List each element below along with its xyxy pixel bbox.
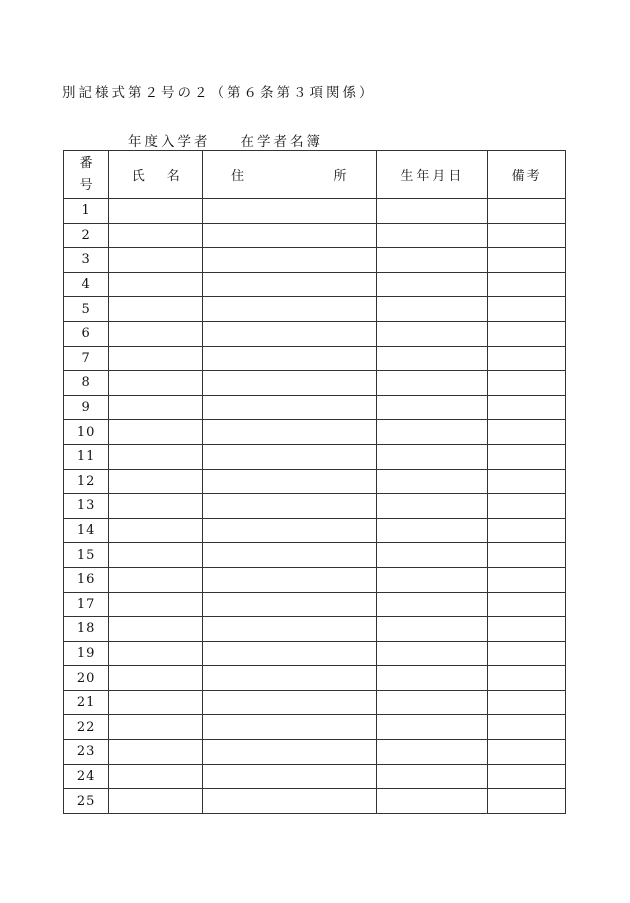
table-row [64,395,566,420]
remarks-cell[interactable] [488,543,566,568]
table-row [64,469,566,494]
row-number: 5 [64,297,109,322]
table-row [64,641,566,666]
birthdate-cell[interactable] [377,199,488,224]
row-number: 14 [64,518,109,543]
table-body [64,199,566,814]
remarks-cell[interactable] [488,567,566,592]
name-cell[interactable] [109,543,203,568]
birthdate-cell[interactable] [377,395,488,420]
row-number: 11 [64,444,109,469]
birthdate-cell[interactable] [377,444,488,469]
row-number: 3 [64,248,109,273]
table-row [64,764,566,789]
table-row [64,494,566,519]
header-number [64,151,109,199]
row-number: 18 [64,617,109,642]
address-cell[interactable] [203,469,377,494]
row-number: 6 [64,321,109,346]
birthdate-cell[interactable] [377,592,488,617]
address-cell[interactable] [203,494,377,519]
name-cell[interactable] [109,715,203,740]
remarks-cell[interactable] [488,494,566,519]
table-row [64,592,566,617]
row-number: 8 [64,371,109,396]
name-cell[interactable] [109,272,203,297]
table-row [64,666,566,691]
name-cell[interactable] [109,518,203,543]
address-cell[interactable] [203,272,377,297]
address-cell[interactable] [203,690,377,715]
remarks-cell[interactable] [488,395,566,420]
birthdate-cell[interactable] [377,223,488,248]
name-cell[interactable] [109,321,203,346]
remarks-cell[interactable] [488,272,566,297]
address-cell[interactable] [203,617,377,642]
table-row [64,715,566,740]
address-cell[interactable] [203,297,377,322]
name-cell[interactable] [109,395,203,420]
name-cell[interactable] [109,444,203,469]
row-number: 25 [64,789,109,814]
address-cell[interactable] [203,321,377,346]
row-number: 16 [64,567,109,592]
birthdate-cell[interactable] [377,321,488,346]
remarks-cell[interactable] [488,764,566,789]
birthdate-cell[interactable] [377,420,488,445]
remarks-cell[interactable] [488,617,566,642]
birthdate-cell[interactable] [377,567,488,592]
address-cell[interactable] [203,371,377,396]
title-student-roster: 在学者名簿 [240,134,323,150]
row-number: 17 [64,592,109,617]
row-number: 2 [64,223,109,248]
remarks-cell[interactable] [488,469,566,494]
address-cell[interactable] [203,592,377,617]
row-number: 20 [64,666,109,691]
remarks-cell[interactable] [488,444,566,469]
address-cell[interactable] [203,395,377,420]
row-number: 13 [64,494,109,519]
row-number: 7 [64,346,109,371]
birthdate-cell[interactable] [377,740,488,765]
remarks-cell[interactable] [488,371,566,396]
name-cell[interactable] [109,420,203,445]
address-cell[interactable] [203,543,377,568]
name-cell[interactable] [109,617,203,642]
remarks-cell[interactable] [488,518,566,543]
birthdate-cell[interactable] [377,764,488,789]
student-roster-table [63,150,566,814]
name-cell[interactable] [109,740,203,765]
name-cell[interactable] [109,199,203,224]
birthdate-cell[interactable] [377,641,488,666]
header-number-top: 番 [79,155,93,171]
birthdate-cell[interactable] [377,297,488,322]
name-cell[interactable] [109,789,203,814]
table-row [64,272,566,297]
name-cell[interactable] [109,371,203,396]
birthdate-cell[interactable] [377,469,488,494]
remarks-cell[interactable] [488,715,566,740]
address-cell[interactable] [203,789,377,814]
form-caption: 別記様式第２号の２（第６条第３項関係） [62,85,376,101]
birthdate-cell[interactable] [377,789,488,814]
table-header-row [64,151,566,199]
header-address-second: 所 [333,169,347,184]
address-cell[interactable] [203,420,377,445]
table-row [64,199,566,224]
birthdate-cell[interactable] [377,690,488,715]
remarks-cell[interactable] [488,740,566,765]
address-cell[interactable] [203,641,377,666]
birthdate-cell[interactable] [377,494,488,519]
remarks-cell[interactable] [488,420,566,445]
table-row [64,371,566,396]
name-cell[interactable] [109,346,203,371]
address-cell[interactable] [203,518,377,543]
header-address [203,151,377,199]
table-row [64,740,566,765]
name-cell[interactable] [109,494,203,519]
remarks-cell[interactable] [488,297,566,322]
row-number: 9 [64,395,109,420]
name-cell[interactable] [109,764,203,789]
birthdate-cell[interactable] [377,346,488,371]
table-row [64,567,566,592]
remarks-cell[interactable] [488,641,566,666]
row-number: 22 [64,715,109,740]
table-row [64,223,566,248]
remarks-cell[interactable] [488,789,566,814]
birthdate-cell[interactable] [377,543,488,568]
name-cell[interactable] [109,666,203,691]
name-cell[interactable] [109,592,203,617]
remarks-cell[interactable] [488,666,566,691]
birthdate-cell[interactable] [377,715,488,740]
header-name [109,151,203,199]
name-cell[interactable] [109,567,203,592]
remarks-cell[interactable] [488,248,566,273]
row-number: 15 [64,543,109,568]
name-cell[interactable] [109,297,203,322]
birthdate-cell[interactable] [377,666,488,691]
address-cell[interactable] [203,199,377,224]
table-row [64,248,566,273]
address-cell[interactable] [203,715,377,740]
header-remarks: 備考 [488,151,566,199]
birthdate-cell[interactable] [377,518,488,543]
header-address-first: 住 [231,169,245,184]
birthdate-cell[interactable] [377,272,488,297]
birthdate-cell[interactable] [377,371,488,396]
header-name-first: 氏 [131,169,145,184]
header-number-bottom: 号 [79,177,93,193]
remarks-cell[interactable] [488,592,566,617]
header-birthdate: 生年月日 [377,151,488,199]
title-enrollment-year: 年度入学者 [128,134,211,150]
row-number: 1 [64,199,109,224]
table-row [64,617,566,642]
address-cell[interactable] [203,444,377,469]
remarks-cell[interactable] [488,690,566,715]
table-row [64,444,566,469]
address-cell[interactable] [203,223,377,248]
address-cell[interactable] [203,740,377,765]
address-cell[interactable] [203,764,377,789]
remarks-cell[interactable] [488,199,566,224]
address-cell[interactable] [203,248,377,273]
address-cell[interactable] [203,346,377,371]
birthdate-cell[interactable] [377,617,488,642]
remarks-cell[interactable] [488,321,566,346]
table-row [64,420,566,445]
table-row [64,346,566,371]
remarks-cell[interactable] [488,223,566,248]
address-cell[interactable] [203,567,377,592]
table-row [64,321,566,346]
table-row [64,543,566,568]
name-cell[interactable] [109,469,203,494]
birthdate-cell[interactable] [377,248,488,273]
table-row [64,297,566,322]
name-cell[interactable] [109,223,203,248]
row-number: 24 [64,764,109,789]
remarks-cell[interactable] [488,346,566,371]
address-cell[interactable] [203,666,377,691]
name-cell[interactable] [109,641,203,666]
row-number: 23 [64,740,109,765]
name-cell[interactable] [109,248,203,273]
row-number: 4 [64,272,109,297]
name-cell[interactable] [109,690,203,715]
table-row [64,690,566,715]
row-number: 19 [64,641,109,666]
row-number: 10 [64,420,109,445]
table-row [64,518,566,543]
row-number: 21 [64,690,109,715]
document-title [128,130,323,150]
row-number: 12 [64,469,109,494]
header-name-second: 名 [166,169,180,184]
table-row [64,789,566,814]
